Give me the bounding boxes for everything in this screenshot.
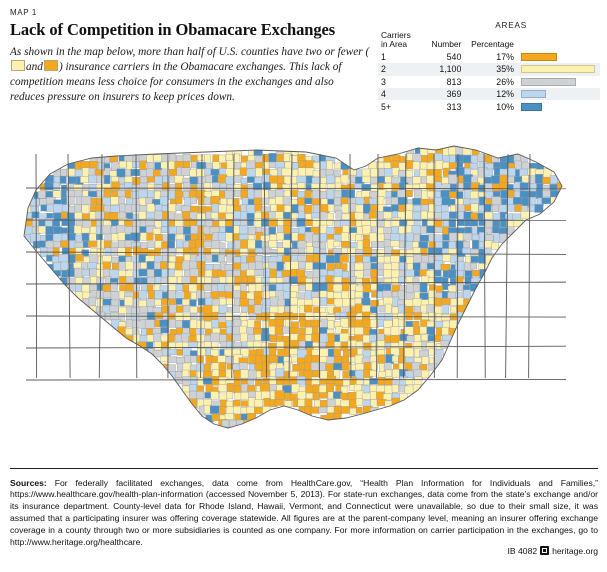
legend-row: [378, 51, 600, 63]
sources-label: Sources:: [10, 477, 47, 488]
legend-bar: [517, 100, 600, 112]
legend-number-value: 313: [446, 101, 462, 112]
subhead-text-part2: ) insurance carriers in the Obamacare exchanges. This lack of competition means less choice for consumers in the exchanges and also reduces pressure on insurers to keep prices down.: [10, 60, 342, 103]
document-id: IB 4082: [507, 546, 538, 556]
legend-carriers-value: 5+: [381, 101, 392, 112]
legend-bar: [517, 76, 600, 88]
page-title: Lack of Competition in Obamacare Exchanges: [10, 20, 336, 39]
legend-percentage-value: 17%: [496, 52, 514, 62]
sources-text: For federally facilitated exchanges, data come from HealthCare.gov, “Health Plan Information for Individuals and Families,” https://www.healthcare.gov/health-plan-information (accessed November 5, 2013). For state-run exchanges, data come from the state’s exchange and/or its insurance department. County-level data for Rhode Island, Hawaii, Vermont, and Connecticut were unavailable, so due to their small size, it was assumed that a participating insurer was offering coverage statewide. All figures are at the parent-company level, meaning an insurer offering exchange coverage in a county through two or more subsidiaries is counted as one company. For more information on carrier participation in the exchanges, go to http://www.heritage.org/healthcare.: [10, 477, 598, 547]
legend-number-header: Number: [431, 38, 462, 49]
subhead-text-part1: As shown in the map below, more than half of U.S. counties have two or fewer (: [10, 46, 370, 58]
legend-percentage-value: 10%: [496, 101, 514, 112]
swatch-one-carrier-inline: [44, 60, 58, 71]
legend-number-value: 1,100: [439, 64, 462, 75]
footer-divider: [10, 468, 598, 469]
subhead-and: and: [26, 60, 43, 73]
footer-credit: [508, 546, 599, 556]
legend-carriers-header: Carriers in Area: [381, 30, 411, 49]
legend-row: [378, 76, 600, 88]
legend-percentage-value: 35%: [496, 64, 514, 75]
heritage-logo-icon: [540, 546, 549, 555]
map-number-label: MAP 1: [10, 8, 37, 17]
legend-bar: [517, 63, 600, 75]
legend-number-value: 540: [446, 52, 462, 62]
legend-percentage-header: Percentage: [471, 38, 514, 49]
legend-carriers-value: 1: [381, 52, 386, 62]
legend-bar: [517, 88, 600, 100]
legend-carriers-value: 3: [381, 76, 386, 87]
legend-number-value: 369: [446, 89, 462, 100]
swatch-two-carriers-inline: [11, 60, 25, 71]
legend-areas-header: AREAS: [495, 21, 527, 31]
legend-carriers-value: 4: [381, 89, 386, 100]
organization-name: heritage.org: [552, 546, 598, 556]
sources-note: [10, 478, 598, 549]
legend-carriers-value: 2: [381, 64, 386, 75]
legend-row: [378, 100, 600, 112]
legend-bar: [517, 51, 600, 63]
legend-percentage-value: 26%: [496, 76, 514, 87]
legend-row: [378, 88, 600, 100]
us-county-map: [6, 128, 602, 458]
legend-row: [378, 63, 600, 75]
footer: [10, 468, 598, 557]
legend-number-value: 813: [446, 76, 462, 87]
legend: [378, 20, 600, 113]
subhead: [10, 45, 370, 105]
legend-percentage-value: 12%: [496, 89, 514, 100]
